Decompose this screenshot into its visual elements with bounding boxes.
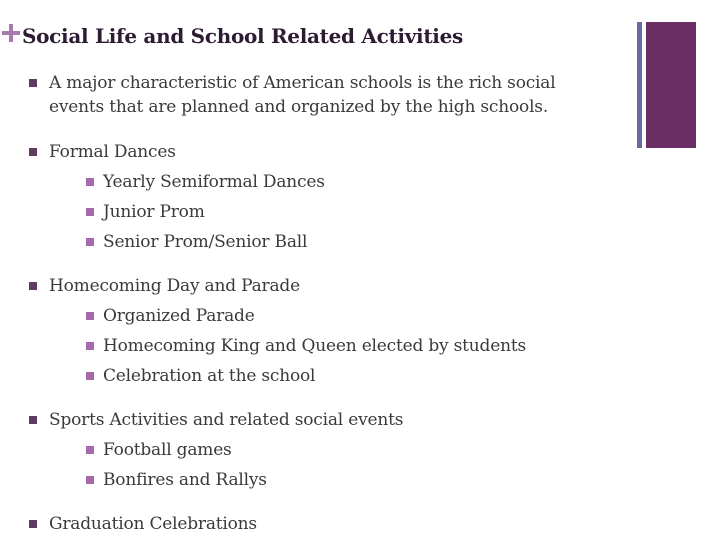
slide-title: Social Life and School Related Activities bbox=[22, 24, 463, 48]
sub-bullet-icon bbox=[86, 372, 94, 380]
bullet-icon bbox=[29, 148, 37, 156]
plus-icon bbox=[2, 24, 20, 42]
accent-bar-thin bbox=[637, 22, 642, 148]
sub-bullet-text: Celebration at the school bbox=[103, 366, 316, 386]
sub-bullet-text: Yearly Semiformal Dances bbox=[103, 172, 325, 192]
sub-bullet-text: Homecoming King and Queen elected by students bbox=[103, 336, 526, 356]
sub-bullet-icon bbox=[86, 342, 94, 350]
bullet-icon bbox=[29, 282, 37, 290]
accent-bar bbox=[646, 22, 696, 148]
sub-bullet-text: Senior Prom/Senior Ball bbox=[103, 232, 308, 252]
sub-bullet-text: Junior Prom bbox=[103, 202, 205, 222]
sub-bullet-text: Organized Parade bbox=[103, 306, 255, 326]
sub-bullet-text: Bonfires and Rallys bbox=[103, 470, 267, 490]
sub-bullet-icon bbox=[86, 476, 94, 484]
bullet-text: A major characteristic of American schools is the rich social bbox=[49, 73, 556, 93]
sub-bullet-icon bbox=[86, 208, 94, 216]
sub-bullet-text: Football games bbox=[103, 440, 232, 460]
bullet-icon bbox=[29, 520, 37, 528]
bullet-text: Homecoming Day and Parade bbox=[49, 276, 300, 296]
bullet-icon bbox=[29, 416, 37, 424]
bullet-text: Graduation Celebrations bbox=[49, 514, 257, 534]
bullet-text: Sports Activities and related social events bbox=[49, 410, 404, 430]
sub-bullet-icon bbox=[86, 178, 94, 186]
bullet-text: events that are planned and organized by the high schools. bbox=[49, 97, 549, 117]
sub-bullet-icon bbox=[86, 238, 94, 246]
bullet-icon bbox=[29, 79, 37, 87]
sub-bullet-icon bbox=[86, 446, 94, 454]
bullet-text: Formal Dances bbox=[49, 142, 176, 162]
sub-bullet-icon bbox=[86, 312, 94, 320]
